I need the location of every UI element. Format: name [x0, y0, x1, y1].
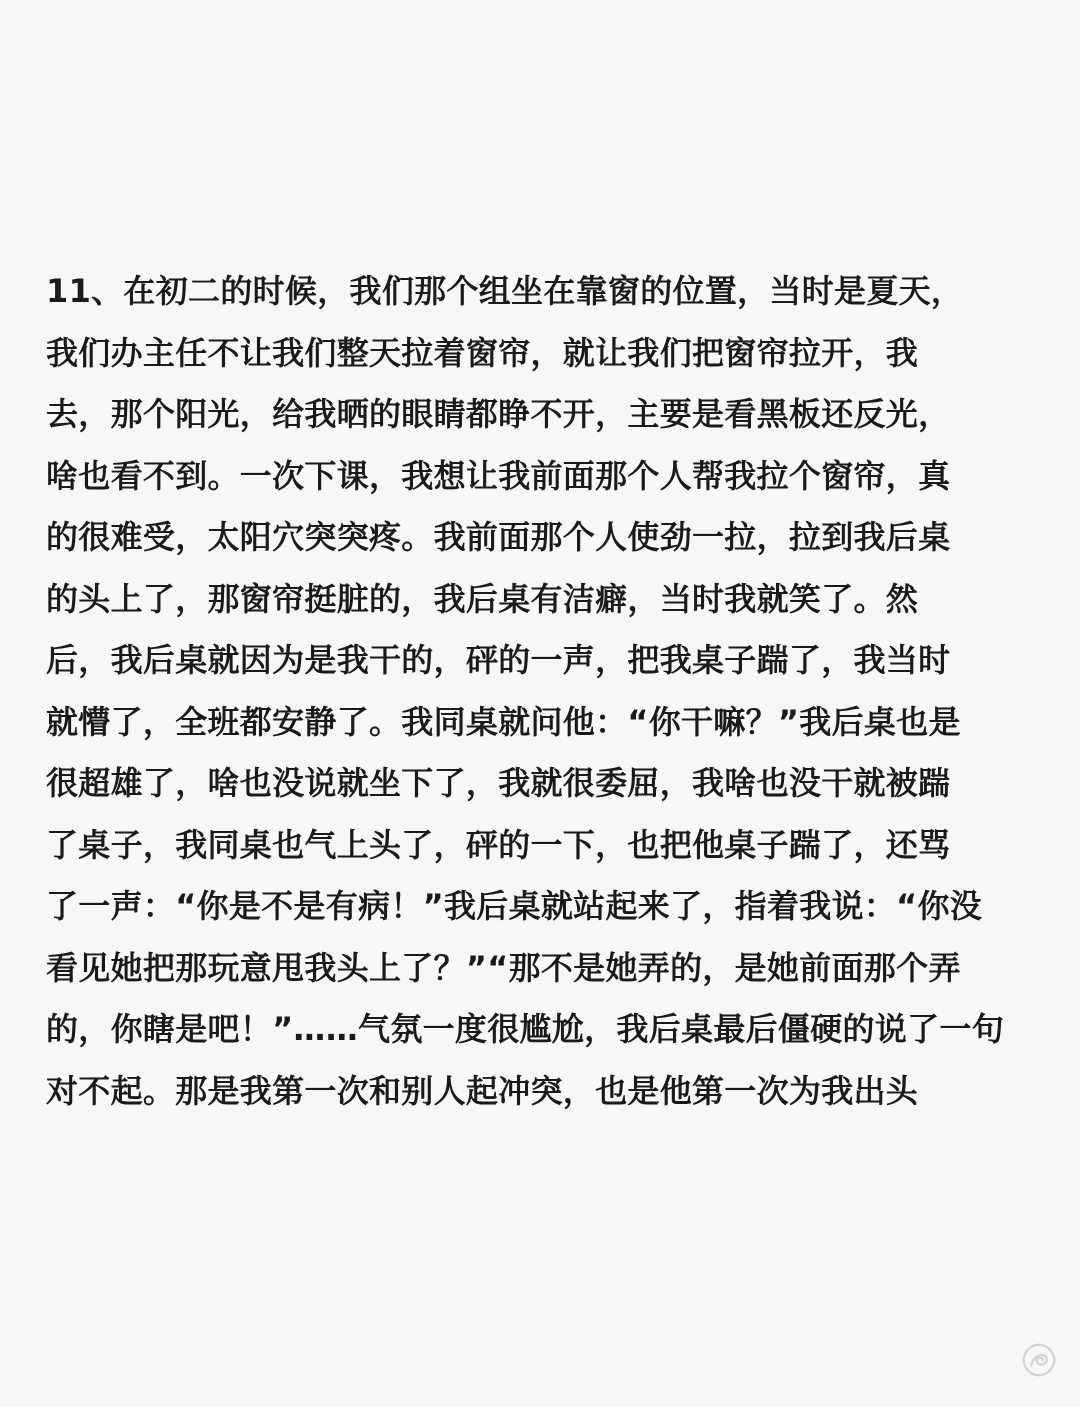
article-line: 的很难受，太阳穴突突疼。我前面那个人使劲一拉，拉到我后桌 — [46, 518, 951, 556]
article-line: 的头上了，那窗帘挺脏的，我后桌有洁癖，当时我就笑了。然 — [46, 579, 919, 618]
article-line: 很超雄了，啥也没说就坐下了，我就很委屈，我啥也没干就被踹 — [46, 764, 951, 802]
article-line: 了桌子，我同桌也气上头了，砰的一下，也把他桌子踹了，还骂 — [46, 825, 951, 864]
swirl-logo-icon — [1020, 1341, 1058, 1379]
article-line: 的，你瞎是吧！”……气氛一度很尴尬，我后桌最后僵硬的说了一句 — [46, 1010, 1005, 1048]
article-line: 我们办主任不让我们整天拉着窗帘，就让我们把窗帘拉开，我 — [46, 333, 919, 372]
article-line: 对不起。那是我第一次和别人起冲突，也是他第一次为我出头 — [46, 1071, 919, 1110]
article-line: 啥也看不到。一次下课，我想让我前面那个人帮我拉个窗帘，真 — [46, 456, 951, 495]
article-text — [46, 261, 1036, 1122]
article-line: 了一声：“你是不是有病！”我后桌就站起来了，指着我说：“你没 — [46, 887, 983, 925]
article-line: 11、在初二的时候，我们那个组坐在靠窗的位置，当时是夏天， — [46, 272, 964, 310]
article-line: 后，我后桌就因为是我干的，砰的一声，把我桌子踹了，我当时 — [46, 641, 951, 679]
article-line: 去，那个阳光，给我晒的眼睛都睁不开，主要是看黑板还反光， — [46, 395, 951, 433]
article-line: 看见她把那玩意甩我头上了？”“那不是她弄的，是她前面那个弄 — [46, 948, 961, 987]
article-line: 就懵了，全班都安静了。我同桌就问他：“你干嘛？”我后桌也是 — [46, 702, 961, 741]
